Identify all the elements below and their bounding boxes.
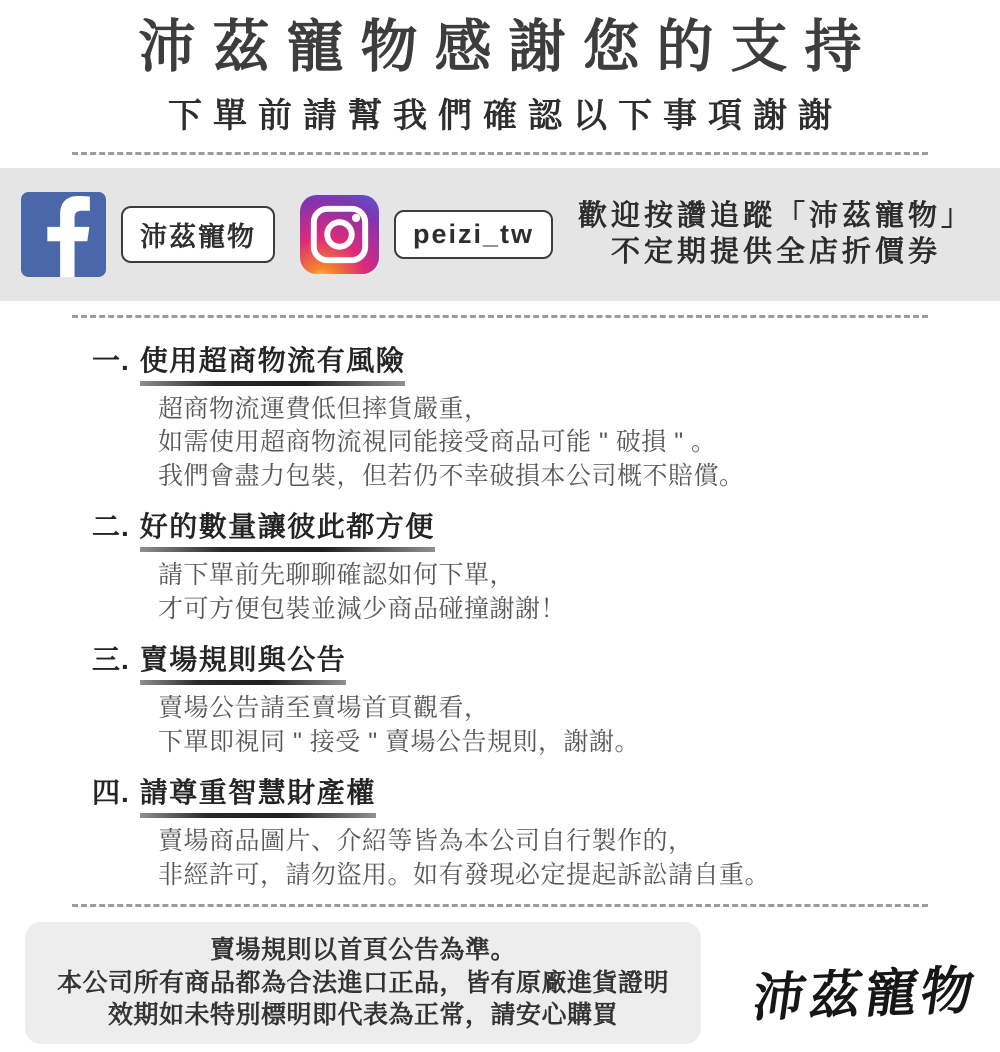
promo-line-1: 歡迎按讚追蹤「沛茲寵物」 — [577, 199, 974, 232]
promo-line-2: 不定期提供全店折價券 — [610, 236, 941, 269]
facebook-handle-label[interactable]: 沛茲寵物 — [121, 206, 275, 263]
section-heading — [92, 505, 1000, 552]
section-ip-rights — [92, 771, 1000, 892]
section-body — [158, 559, 1000, 626]
section-body — [158, 393, 1000, 494]
section-number: 四. — [92, 777, 130, 809]
section-title: 請尊重智慧財產權 — [140, 771, 376, 818]
policy-sections — [92, 339, 1000, 893]
body-line: 我們會盡力包裝，但若仍不幸破損本公司概不賠償。 — [158, 461, 745, 490]
notice-line: 效期如未特別標明即代表為正常，請安心購買 — [107, 1001, 618, 1030]
social-band — [0, 168, 1000, 301]
section-title: 好的數量讓彼此都方便 — [140, 505, 435, 552]
divider-top — [72, 152, 928, 155]
page-title: 沛茲寵物感謝您的支持 — [138, 15, 879, 79]
body-line: 如需使用超商物流視同能接受商品可能 " 破損 " 。 — [158, 428, 717, 457]
instagram-handle-label[interactable]: peizi_tw — [394, 210, 553, 259]
section-heading — [92, 771, 1000, 818]
section-title: 賣場規則與公告 — [140, 638, 347, 685]
divider-middle — [72, 315, 928, 318]
section-number: 一. — [92, 344, 130, 376]
section-order-quantity — [92, 505, 1000, 626]
notice-line: 賣場規則以首頁公告為準。 — [209, 936, 516, 965]
footer — [0, 922, 1000, 1052]
instagram-icon[interactable] — [300, 195, 379, 274]
page-subtitle: 下單前請幫我們確認以下事項謝謝 — [168, 96, 843, 135]
section-title: 使用超商物流有風險 — [140, 339, 406, 386]
facebook-icon[interactable] — [21, 192, 106, 277]
section-heading — [92, 339, 1000, 386]
body-line: 下單即視同 " 接受 " 賣場公告規則，謝謝。 — [158, 727, 641, 756]
section-body — [158, 825, 1000, 892]
brand-signature-logo: 沛茲寵物 — [749, 963, 982, 1029]
section-number: 二. — [92, 511, 130, 543]
section-heading — [92, 638, 1000, 685]
section-number: 三. — [92, 644, 130, 676]
social-promo-text — [578, 198, 974, 271]
notice-line: 本公司所有商品都為合法進口正品，皆有原廠進貨證明 — [56, 968, 669, 997]
body-line: 才可方便包裝並減少商品碰撞謝謝！ — [158, 594, 567, 623]
body-line: 賣場商品圖片、介紹等皆為本公司自行製作的， — [158, 827, 694, 856]
section-shipping-risk — [92, 339, 1000, 494]
body-line: 非經許可，請勿盜用。如有發現必定提起訴訟請自重。 — [158, 860, 771, 889]
body-line: 超商物流運費低但摔貨嚴重， — [158, 394, 490, 423]
footer-notice-box — [25, 922, 701, 1044]
divider-bottom — [72, 904, 928, 907]
body-line: 請下單前先聊聊確認如何下單， — [158, 561, 516, 590]
body-line: 賣場公告請至賣場首頁觀看， — [158, 694, 490, 723]
section-body — [158, 692, 1000, 759]
section-store-rules — [92, 638, 1000, 759]
